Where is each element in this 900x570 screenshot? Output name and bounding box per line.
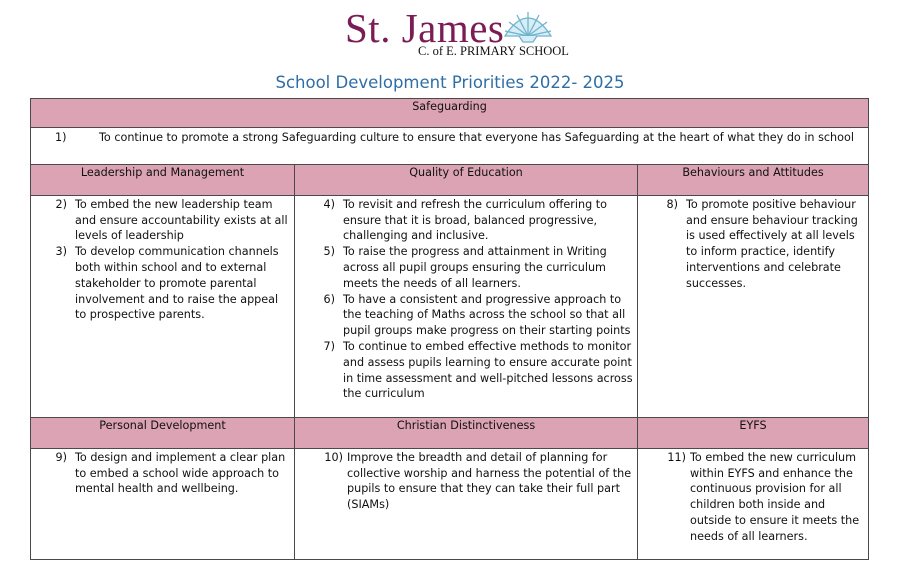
section-body-row bbox=[31, 448, 869, 559]
item-number: 4) bbox=[323, 197, 335, 211]
page-title: School Development Priorities 2022- 2025 bbox=[275, 73, 625, 92]
behaviours-cell bbox=[638, 195, 869, 417]
leadership-heading bbox=[31, 164, 295, 195]
safeguarding-heading-text: Safeguarding bbox=[412, 100, 487, 113]
section-header-row bbox=[31, 417, 869, 448]
quality-heading bbox=[295, 164, 638, 195]
safeguarding-heading bbox=[31, 99, 869, 128]
list-item bbox=[313, 197, 633, 244]
christian-cell bbox=[295, 448, 638, 559]
item-text: To continue to promote a strong Safeguarding culture to ensure that everyone has Safeguarding at the heart of what they do in school bbox=[99, 131, 854, 144]
list-item bbox=[313, 244, 633, 291]
personal-heading bbox=[31, 417, 295, 448]
section-header-row bbox=[31, 164, 869, 195]
safeguarding-cell bbox=[31, 128, 869, 165]
item-number: 1) bbox=[55, 131, 67, 144]
item-text: Improve the breadth and detail of planning for collective worship and harness the potential of the pupils to ensure that they can take their full part (SIAMs) bbox=[347, 450, 632, 512]
item-text: To promote positive behaviour and ensure behaviour tracking is used effectively at all levels to inform practice, identify interventions and celebrate successes. bbox=[686, 197, 858, 290]
item-number: 2) bbox=[55, 197, 67, 211]
safeguarding-header-row bbox=[31, 99, 869, 128]
priorities-table bbox=[30, 98, 869, 560]
christian-heading bbox=[295, 417, 638, 448]
list-item bbox=[313, 450, 633, 513]
personal-cell bbox=[31, 448, 295, 559]
list-item bbox=[45, 450, 290, 497]
shell-icon bbox=[497, 6, 559, 44]
list-item bbox=[55, 130, 864, 146]
behaviours-heading bbox=[638, 164, 869, 195]
leadership-cell bbox=[31, 195, 295, 417]
quality-cell bbox=[295, 195, 638, 417]
list-item bbox=[656, 197, 864, 292]
item-number: 10) bbox=[324, 450, 343, 464]
safeguarding-body-row bbox=[31, 128, 869, 165]
item-number: 9) bbox=[55, 450, 67, 464]
eyfs-heading-text: EYFS bbox=[739, 418, 767, 432]
list-item bbox=[45, 197, 290, 244]
item-text: To revisit and refresh the curriculum offering to ensure that it is broad, balanced progressive, challenging and inclusive. bbox=[343, 197, 607, 243]
personal-heading-text: Personal Development bbox=[99, 418, 226, 432]
list-item bbox=[313, 292, 633, 339]
item-text: To continue to embed effective methods to monitor and assess pupils learning to ensure accurate point in time assessment and well-pitched lessons across the curriculum bbox=[343, 339, 633, 401]
christian-heading-text: Christian Distinctiveness bbox=[396, 418, 536, 432]
school-subtitle: C. of E. PRIMARY SCHOOL bbox=[418, 44, 569, 58]
section-body-row bbox=[31, 195, 869, 417]
item-text: To design and implement a clear plan to embed a school wide approach to mental health and wellbeing. bbox=[75, 450, 286, 496]
eyfs-cell bbox=[638, 448, 869, 559]
behaviours-heading-text: Behaviours and Attitudes bbox=[682, 165, 824, 179]
list-item bbox=[656, 450, 864, 545]
quality-heading-text: Quality of Education bbox=[409, 165, 523, 179]
item-number: 5) bbox=[323, 245, 335, 259]
leadership-heading-text: Leadership and Management bbox=[80, 165, 245, 179]
list-item bbox=[45, 244, 290, 323]
item-number: 7) bbox=[323, 339, 335, 353]
eyfs-heading bbox=[638, 417, 869, 448]
item-number: 11) bbox=[667, 450, 686, 464]
school-logo bbox=[342, 4, 572, 60]
item-number: 6) bbox=[323, 292, 335, 306]
item-text: To embed the new curriculum within EYFS and enhance the continuous provision for all children both inside and outside to ensure it meets the needs of all learners. bbox=[690, 450, 860, 543]
list-item bbox=[313, 339, 633, 402]
item-number: 3) bbox=[55, 245, 67, 259]
item-text: To have a consistent and progressive approach to the teaching of Maths across the school so that all pupil groups make progress on their starting points bbox=[343, 292, 631, 338]
item-text: To raise the progress and attainment in Writing across all pupil groups ensuring the curriculum meets the needs of all learners. bbox=[343, 245, 607, 290]
item-text: To develop communication channels both within school and to external stakeholder to promote parental involvement and to raise the appeal to prospective parents. bbox=[75, 245, 279, 322]
school-name: St. James bbox=[345, 5, 505, 51]
item-text: To embed the new leadership team and ensure accountability exists at all levels of leadership bbox=[75, 197, 288, 243]
item-number: 8) bbox=[666, 197, 678, 211]
